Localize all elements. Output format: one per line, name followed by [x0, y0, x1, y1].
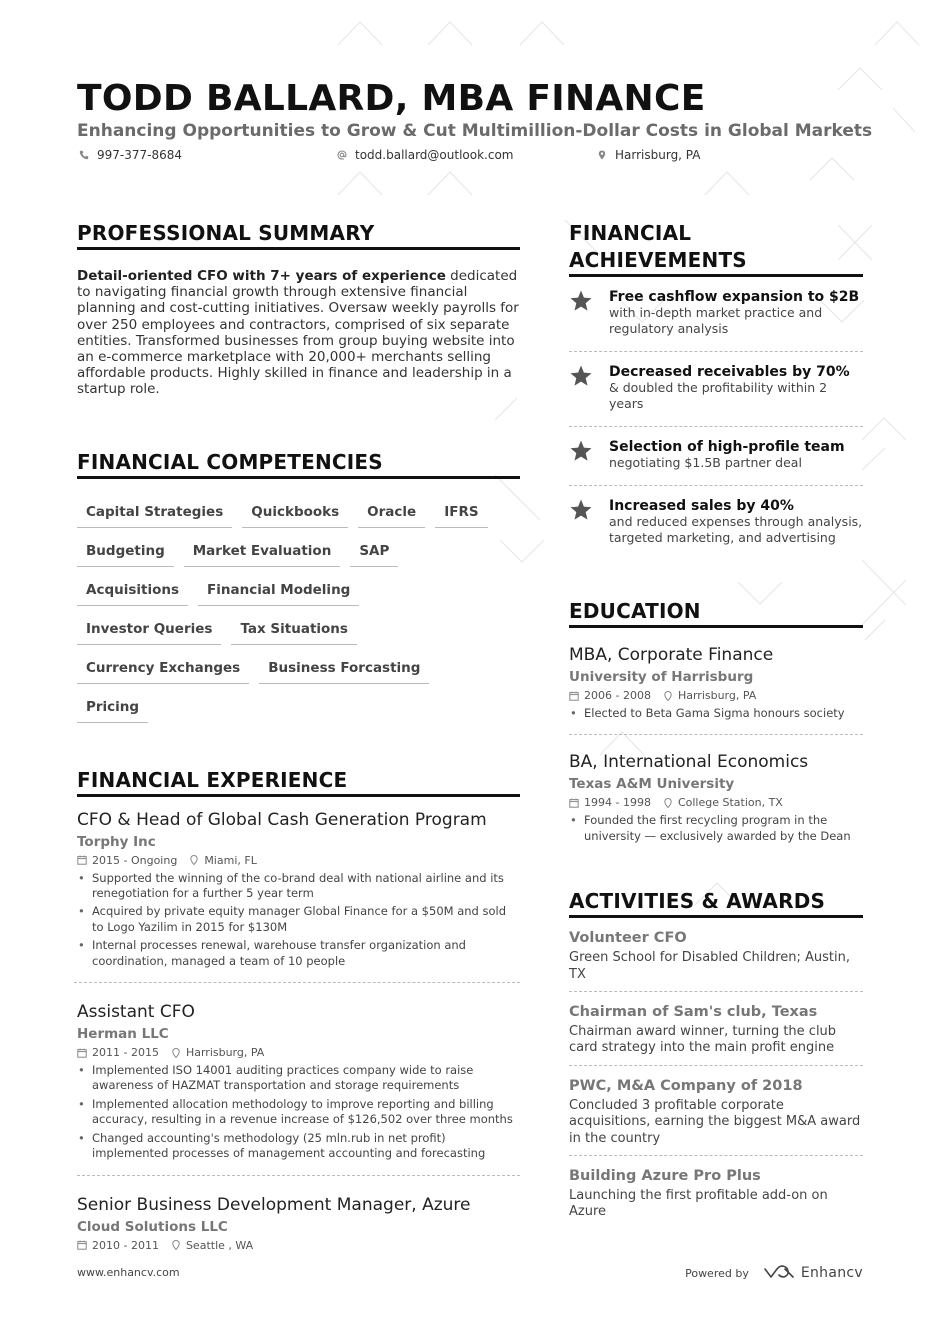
- activity-item: [569, 1002, 863, 1066]
- achievement-item: [569, 427, 863, 486]
- contact-row: [77, 148, 877, 168]
- achievement-content: [609, 289, 863, 337]
- education-dates-text: 1994 - 1998: [584, 796, 651, 810]
- skill-tag: Capital Strategies: [77, 499, 232, 528]
- job-bullets: [77, 871, 520, 969]
- section-title-line: FINANCIAL: [569, 221, 692, 245]
- section-title: PROFESSIONAL SUMMARY: [77, 220, 520, 250]
- skill-tag: Financial Modeling: [198, 577, 359, 606]
- activities-section: [569, 888, 863, 1221]
- activity-title: Building Azure Pro Plus: [569, 1168, 761, 1185]
- education-location-text: College Station, TX: [677, 796, 783, 810]
- location-text: Harrisburg, PA: [615, 148, 701, 162]
- star-icon: [569, 498, 595, 546]
- achievement-title: Increased sales by 40%: [609, 498, 794, 514]
- bullet-item: • Implemented ISO 14001 auditing practices company wide to raise awareness of HAZMAT transportation and storage requirements: [77, 1063, 520, 1094]
- page-footer: [77, 1265, 863, 1281]
- left-column: [77, 220, 520, 1262]
- calendar-icon: [569, 798, 579, 808]
- experience-section: [77, 767, 520, 1262]
- achievement-title: Selection of high-profile team: [609, 439, 845, 455]
- bullet-item: • Internal processes renewal, warehouse transfer organization and coordination, managed a team of 10 people: [77, 938, 520, 969]
- activity-desc: Concluded 3 profitable corporate acquisitions, earning the biggest M&A award in the country: [569, 1097, 861, 1146]
- education-location: [663, 796, 783, 809]
- summary-body: dedicated to navigating financial growth through extensive financial planning and cost-cutting initiatives. Oversaw weekly payrolls for over 250 employees and contractors, comprised of six separate entities. Transformed businesses from group buying website into an e-commerce marketplace with 20,000+ merchants selling affordable products. Highly skilled in finance and leadership in a startup role.: [77, 268, 519, 398]
- education-meta: [569, 689, 863, 702]
- job-title: CFO & Head of Global Cash Generation Program: [77, 809, 487, 830]
- right-column: [569, 220, 863, 1221]
- skills-list: [77, 499, 497, 723]
- company-name: Cloud Solutions LLC: [77, 1218, 228, 1235]
- education-bullets: [569, 706, 863, 721]
- skill-tag: SAP: [350, 538, 398, 567]
- skill-tag: Market Evaluation: [184, 538, 341, 567]
- job-location: [189, 854, 257, 867]
- job-meta: [77, 1239, 520, 1252]
- achievement-content: [609, 498, 863, 546]
- phone-icon: [79, 150, 89, 160]
- competencies-section: [77, 449, 520, 723]
- tagline: Enhancing Opportunities to Grow & Cut Multimillion-Dollar Costs in Global Markets: [77, 121, 873, 141]
- enhancv-logo-icon: [763, 1265, 795, 1281]
- achievement-item: [569, 277, 863, 352]
- education-entry: [569, 751, 863, 844]
- achievement-desc: & doubled the profitability within 2 years: [609, 380, 828, 411]
- achievements-section: [569, 220, 863, 560]
- job-location-text: Harrisburg, PA: [185, 1046, 265, 1060]
- achievement-item: [569, 352, 863, 427]
- education-dates-text: 2006 - 2008: [584, 689, 651, 702]
- skill-tag: Budgeting: [77, 538, 174, 567]
- skill-tag: Oracle: [358, 499, 425, 528]
- activity-desc: Green School for Disabled Children; Austin, TX: [569, 950, 850, 982]
- job-dates: [77, 854, 177, 867]
- education-section: [569, 598, 863, 844]
- skill-tag: Tax Situations: [231, 616, 357, 645]
- bullet-item: • Supported the winning of the co-brand deal with national airline and its renegotiation for a further 5 year term: [77, 871, 520, 902]
- bullet-item: • Changed accounting's methodology (25 mln.rub in net profit) implemented processes of management accounting and forecasting: [77, 1131, 520, 1162]
- bullet-item: • Elected to Beta Gama Sigma honours society: [569, 706, 863, 721]
- job-location-text: Seattle , WA: [185, 1238, 254, 1252]
- job-dates-text: 2011 - 2015: [92, 1046, 159, 1060]
- star-icon: [569, 364, 595, 412]
- education-meta: [569, 796, 863, 809]
- education-location: [663, 689, 756, 702]
- map-pin-icon: [171, 1240, 181, 1250]
- activity-title: Chairman of Sam's club, Texas: [569, 1004, 818, 1021]
- activity-item: [569, 928, 863, 992]
- job-meta: [77, 854, 520, 867]
- skill-tag: Currency Exchanges: [77, 655, 249, 684]
- powered-by-label: Powered by: [685, 1266, 749, 1280]
- activity-desc: Chairman award winner, turning the club card strategy into the main profit engine: [569, 1024, 837, 1056]
- star-icon: [569, 289, 595, 337]
- professional-summary-section: [77, 220, 520, 398]
- achievement-item: [569, 486, 863, 560]
- skill-tag: Quickbooks: [242, 499, 348, 528]
- section-title: ACTIVITIES & AWARDS: [569, 888, 863, 918]
- phone-text: 997-377-8684: [97, 148, 183, 162]
- job-meta: [77, 1046, 520, 1059]
- at-icon: [337, 150, 347, 160]
- summary-lead: Detail-oriented CFO with 7+ years of experience: [77, 268, 446, 284]
- brand-logo[interactable]: [763, 1265, 863, 1281]
- education-location-text: Harrisburg, PA: [677, 689, 757, 702]
- section-title-line: ACHIEVEMENTS: [569, 248, 747, 272]
- section-title: FINANCIAL EXPERIENCE: [77, 767, 520, 797]
- education-dates: [569, 689, 651, 702]
- section-title: [569, 220, 863, 277]
- school-name: University of Harrisburg: [569, 669, 754, 685]
- skill-tag: IFRS: [435, 499, 487, 528]
- location-contact: [597, 148, 701, 162]
- bullet-item: • Implemented allocation methodology to improve reporting and billing accuracy, resulting in a revenue increase of $126,502 over three months: [77, 1097, 520, 1128]
- job-dates-text: 2010 - 2011: [92, 1238, 159, 1252]
- degree-title: BA, International Economics: [569, 752, 809, 773]
- achievement-title: Decreased receivables by 70%: [609, 364, 850, 380]
- email-contact[interactable]: [337, 148, 514, 162]
- calendar-icon: [569, 691, 579, 701]
- education-dates: [569, 796, 651, 809]
- job-dates: [77, 1046, 159, 1059]
- summary-text: [77, 268, 520, 398]
- section-title: EDUCATION: [569, 598, 863, 628]
- achievement-content: [609, 439, 845, 471]
- resume-header: [77, 78, 877, 168]
- job-entry: [77, 1001, 520, 1175]
- skill-tag: Business Forcasting: [259, 655, 429, 684]
- email-text: todd.ballard@outlook.com: [355, 148, 514, 162]
- achievement-desc: negotiating $1.5B partner deal: [609, 455, 802, 470]
- activity-item: [569, 1076, 863, 1156]
- phone-contact[interactable]: [79, 148, 182, 162]
- footer-url[interactable]: www.enhancv.com: [77, 1266, 180, 1279]
- school-name: Texas A&M University: [569, 776, 735, 793]
- company-name: Torphy Inc: [77, 833, 156, 850]
- job-bullets: [77, 1063, 520, 1161]
- map-pin-icon: [189, 855, 199, 865]
- job-location-text: Miami, FL: [204, 853, 257, 867]
- achievement-desc: and reduced expenses through analysis, targeted marketing, and advertising: [609, 514, 863, 545]
- bullet-item: • Founded the first recycling program in the university — exclusively awarded by the Dean: [569, 813, 863, 844]
- education-bullets: [569, 813, 863, 844]
- bullet-item: • Acquired by private equity manager Global Finance for a $50M and sold to Logo Yazilim in 2015 for $130M: [77, 904, 520, 935]
- map-pin-icon: [171, 1048, 181, 1058]
- activity-title: PWC, M&A Company of 2018: [569, 1077, 803, 1094]
- activity-title: Volunteer CFO: [569, 930, 687, 947]
- job-dates-text: 2015 - Ongoing: [92, 853, 178, 867]
- skill-tag: Acquisitions: [77, 577, 188, 606]
- achievement-title: Free cashflow expansion to $2B: [609, 289, 860, 305]
- job-location: [171, 1046, 264, 1059]
- job-title: Assistant CFO: [77, 1002, 195, 1023]
- activity-item: [569, 1166, 863, 1221]
- map-pin-icon: [597, 150, 607, 160]
- skill-tag: Pricing: [77, 694, 148, 723]
- powered-by: [685, 1265, 863, 1281]
- calendar-icon: [77, 1048, 87, 1058]
- candidate-name: TODD BALLARD, MBA FINANCE: [77, 78, 706, 119]
- education-entry: [569, 644, 863, 735]
- job-title: Senior Business Development Manager, Azure: [77, 1194, 471, 1215]
- map-pin-icon: [663, 691, 673, 701]
- company-name: Herman LLC: [77, 1026, 169, 1043]
- achievement-desc: with in-depth market practice and regulatory analysis: [609, 305, 823, 336]
- job-entry: [77, 1194, 520, 1262]
- job-location: [171, 1239, 253, 1252]
- job-entry: [74, 809, 520, 983]
- brand-name: Enhancv: [800, 1265, 863, 1281]
- calendar-icon: [77, 855, 87, 865]
- activity-desc: Launching the first profitable add-on on Azure: [569, 1188, 828, 1220]
- section-title: FINANCIAL COMPETENCIES: [77, 449, 520, 479]
- skill-tag: Investor Queries: [77, 616, 221, 645]
- star-icon: [569, 439, 595, 471]
- job-dates: [77, 1239, 159, 1252]
- map-pin-icon: [663, 798, 673, 808]
- achievement-content: [609, 364, 863, 412]
- calendar-icon: [77, 1240, 87, 1250]
- degree-title: MBA, Corporate Finance: [569, 645, 774, 665]
